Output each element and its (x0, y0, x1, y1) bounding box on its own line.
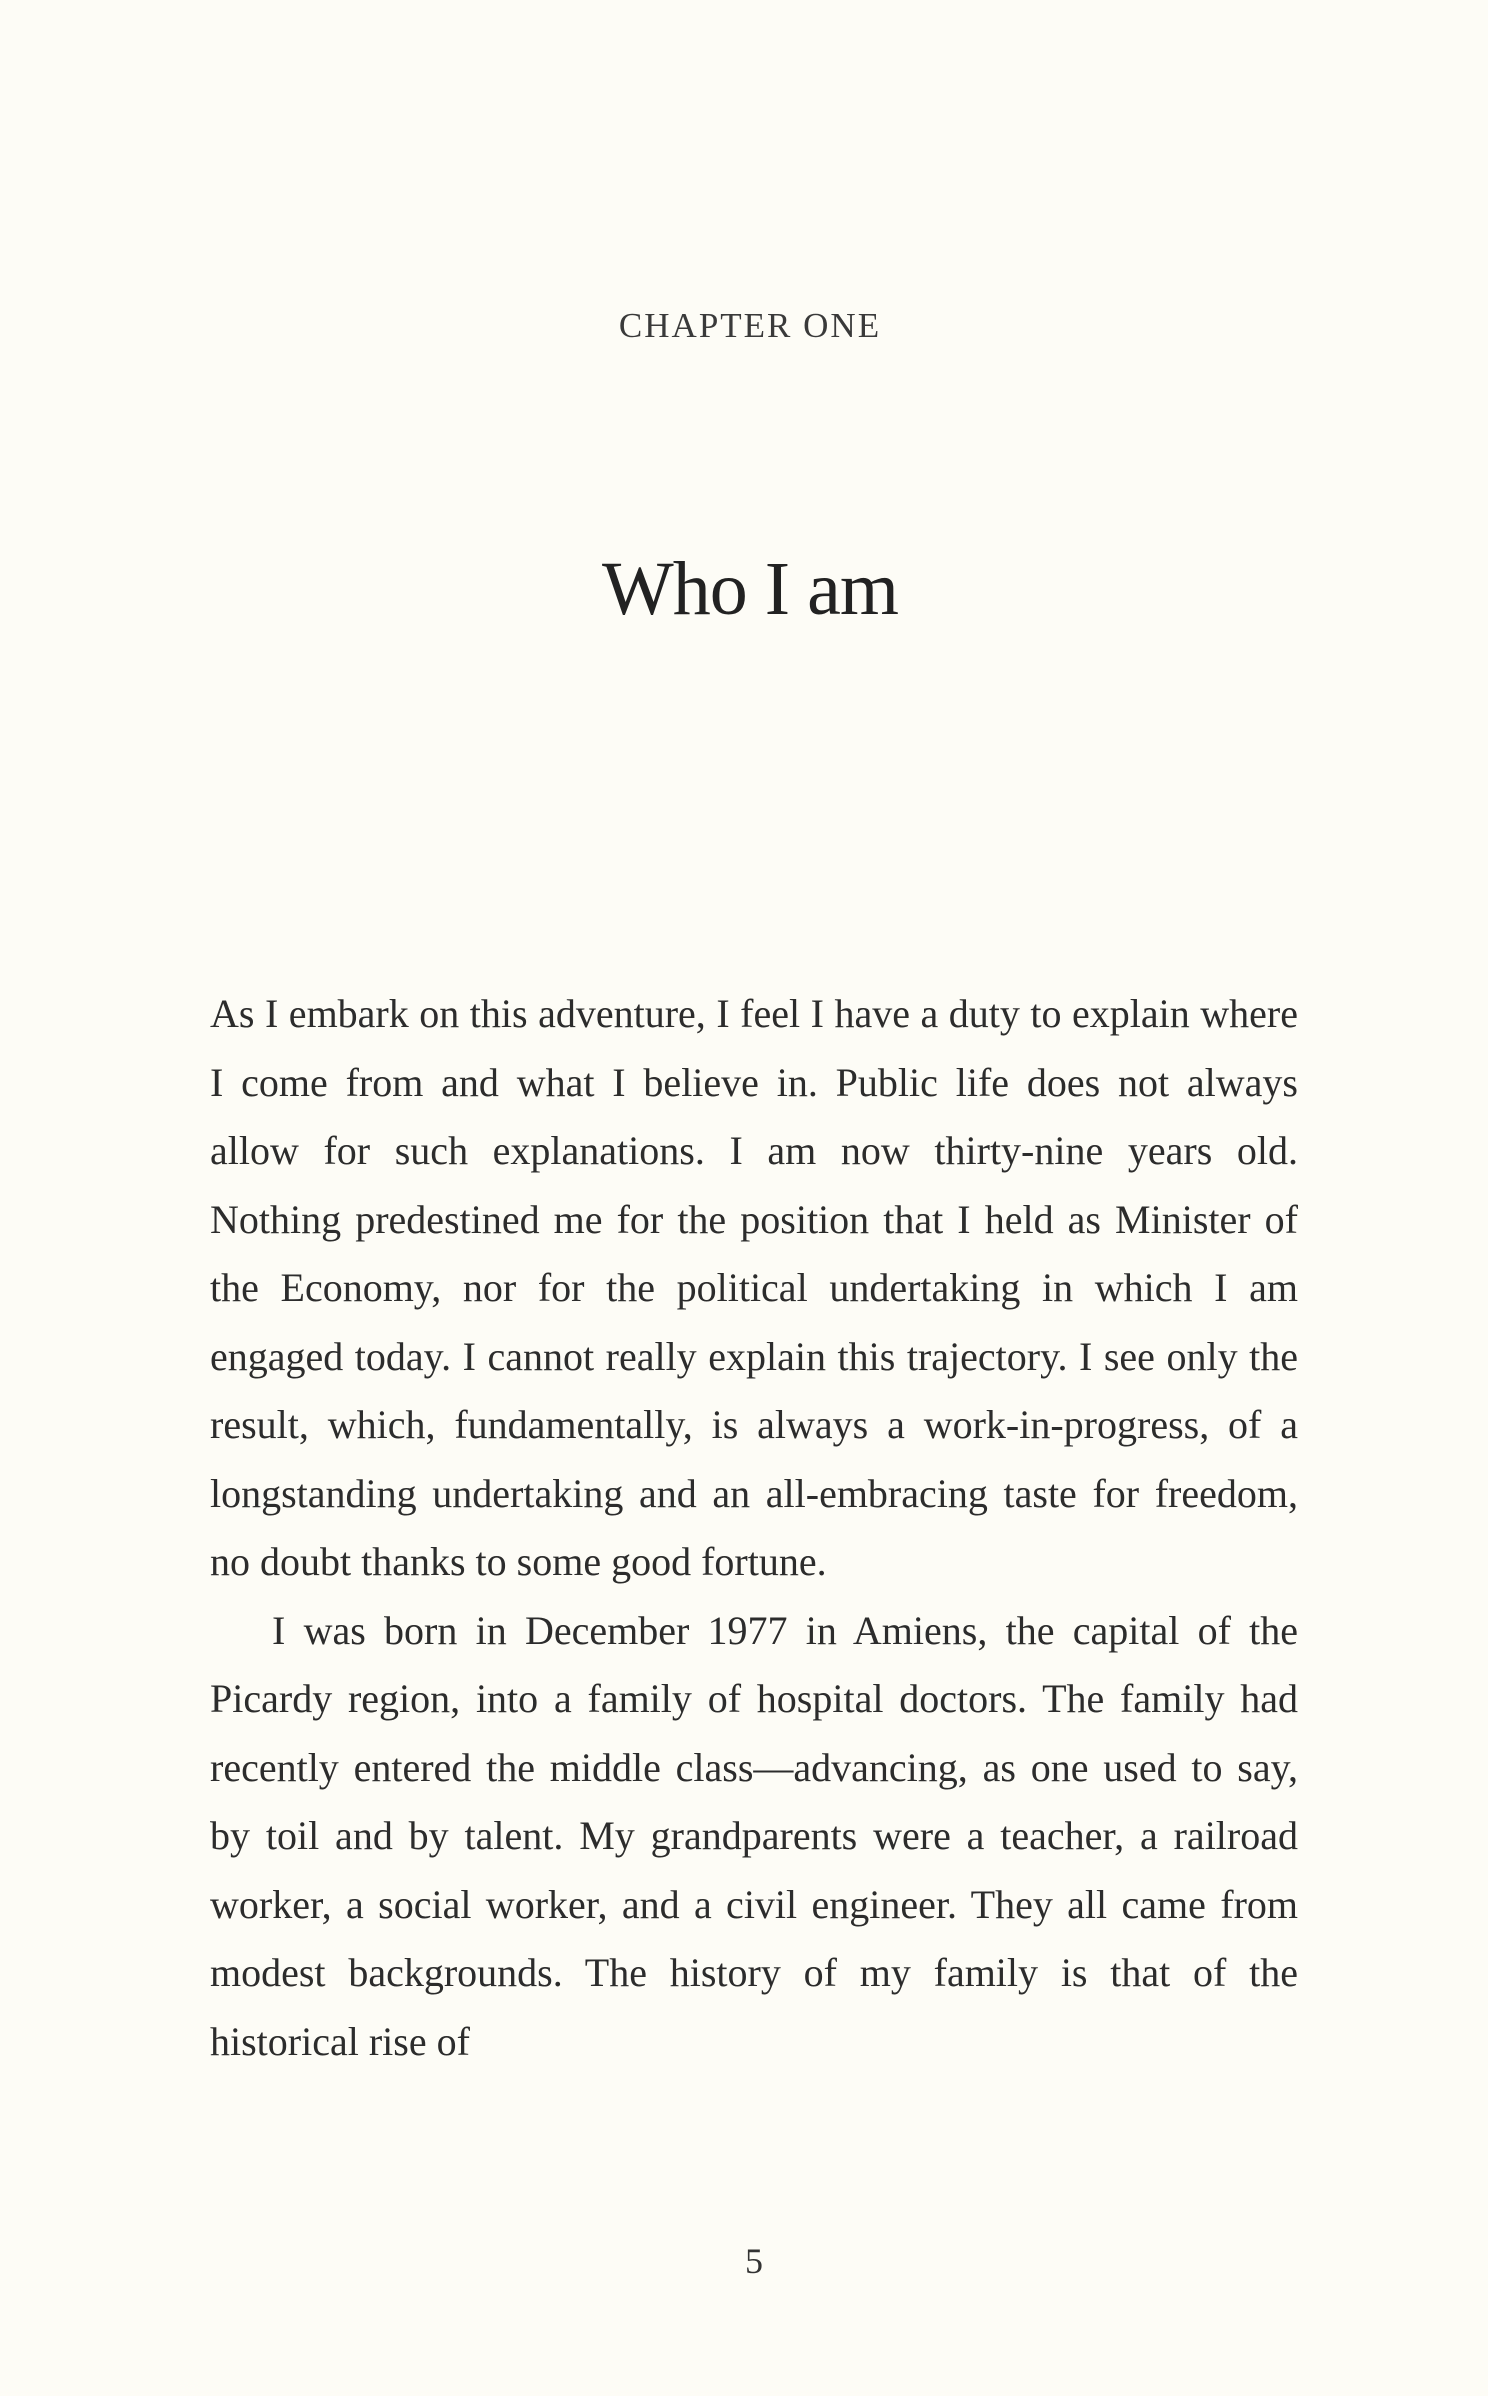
paragraph-2: I was born in December 1977 in Amiens, the capital of the Picardy region, into a family of hospital doctors. The family had recently entered the middle class—advancing, as one used to say, by toil and by talent. My grandparents were a teacher, a railroad worker, a social worker, and a civil engineer. They all came from modest backgrounds. The history of my family is that of the historical rise of (210, 1607, 1298, 2064)
chapter-label: CHAPTER ONE (618, 306, 882, 345)
chapter-title: Who I am (602, 547, 898, 631)
paragraph-1: As I embark on this adventure, I feel I have a duty to explain where I come from and what I believe in. Public life does not always allow for such explanations. I am now thirty-nine years old. Nothing predestined me for the position that I held as Minister of the Economy, nor for the political undertaking in which I am engaged today. I cannot really explain this trajectory. I see only the result, which, fundamentally, is always a work-in-progress, of a longstanding undertaking and an all-embracing taste for freedom, no doubt thanks to some good fortune. (210, 991, 1298, 1584)
page-number: 5 (745, 2241, 763, 2281)
chapter-body (210, 980, 1298, 2076)
